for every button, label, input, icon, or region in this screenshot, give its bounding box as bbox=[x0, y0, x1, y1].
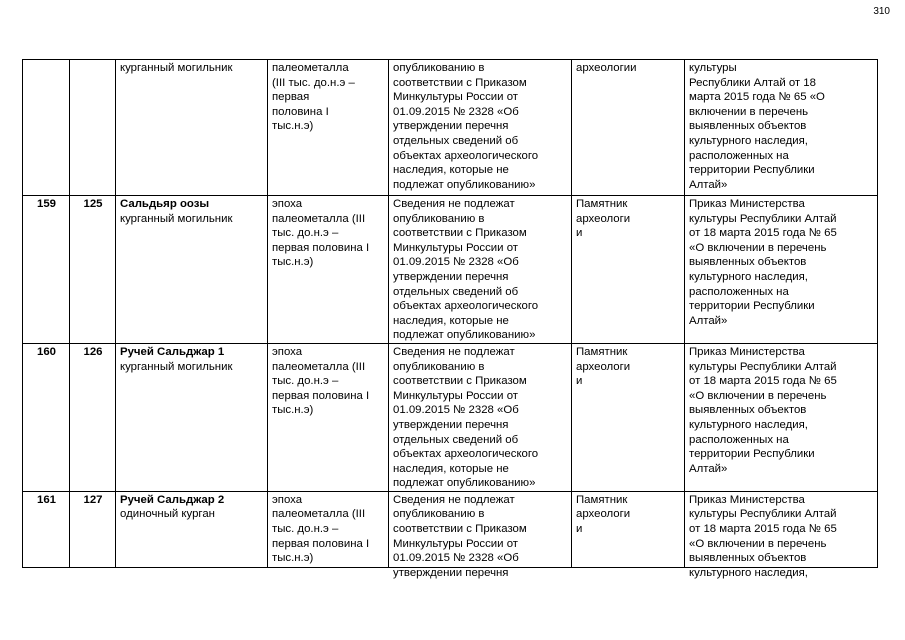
document-text: территории Республики bbox=[689, 448, 815, 461]
document-cell bbox=[685, 491, 878, 579]
location-info-text: подлежат опубликованию» bbox=[393, 477, 536, 490]
document-text: Алтай» bbox=[689, 314, 728, 327]
object-kind: курганный могильник bbox=[120, 212, 233, 225]
table-row bbox=[23, 491, 878, 567]
document-cell bbox=[685, 60, 878, 196]
location-info-text: отдельных сведений об bbox=[393, 134, 519, 147]
row-number-cell: 161 bbox=[23, 491, 70, 567]
period-text: первая половина I bbox=[272, 537, 370, 550]
location-info-text: опубликованию в bbox=[393, 212, 485, 225]
object-name-cell bbox=[116, 196, 268, 344]
document-text: культуры Республики Алтай bbox=[689, 508, 837, 521]
location-info-text: Минкультуры России от bbox=[393, 389, 519, 402]
object-kind: курганный могильник bbox=[120, 62, 233, 74]
location-info-text: отдельных сведений об bbox=[393, 285, 519, 298]
location-info-text: отдельных сведений об bbox=[393, 433, 519, 446]
period-cell bbox=[268, 343, 389, 491]
document-text: выявленных объектов bbox=[689, 404, 807, 417]
document-text: Республики Алтай от 18 bbox=[689, 76, 816, 89]
period-cell bbox=[268, 196, 389, 344]
page-number: 310 bbox=[873, 6, 890, 17]
object-kind: курганный могильник bbox=[120, 360, 233, 373]
location-info-text: объектах археологического bbox=[393, 149, 539, 162]
object-kind: одиночный курган bbox=[120, 508, 215, 521]
document-text: Приказ Министерства bbox=[689, 198, 805, 210]
category-cell bbox=[572, 60, 685, 196]
table-row bbox=[23, 60, 878, 196]
location-info-text: 01.09.2015 № 2328 «Об bbox=[393, 256, 519, 269]
category-cell bbox=[572, 491, 685, 567]
location-info-cell bbox=[389, 196, 572, 344]
document-text: Приказ Министерства bbox=[689, 493, 805, 506]
table-row bbox=[23, 343, 878, 491]
object-name: Ручей Сальджар 2 bbox=[120, 493, 225, 506]
document-cell bbox=[685, 343, 878, 491]
period-text: первая bbox=[272, 91, 310, 104]
object-name: Ручей Сальджар 1 bbox=[120, 345, 225, 358]
location-info-text: соответствии с Приказом bbox=[393, 375, 527, 388]
table-row bbox=[23, 196, 878, 344]
category-text: Памятник bbox=[576, 345, 628, 358]
category-text: и bbox=[576, 227, 583, 240]
object-name-cell bbox=[116, 60, 268, 196]
category-cell bbox=[572, 196, 685, 344]
location-info-text: наследия, которые не bbox=[393, 314, 509, 327]
period-text: эпоха bbox=[272, 198, 303, 210]
location-info-text: подлежат опубликованию» bbox=[393, 329, 536, 342]
location-info-text: Сведения не подлежат bbox=[393, 345, 515, 358]
location-info-cell bbox=[389, 491, 572, 579]
period-text: тыс.н.э) bbox=[272, 552, 314, 565]
document-text: «О включении в перечень bbox=[689, 241, 827, 254]
period-text: эпоха bbox=[272, 345, 303, 358]
location-info-text: Минкультуры России от bbox=[393, 91, 519, 104]
category-text: археологии bbox=[576, 62, 637, 74]
period-text: (III тыс. до.н.э – bbox=[272, 76, 355, 89]
row-subnumber-cell: 127 bbox=[70, 491, 116, 567]
row-number-cell: 160 bbox=[23, 343, 70, 491]
location-info-text: утверждении перечня bbox=[393, 566, 509, 579]
category-text: Памятник bbox=[576, 198, 628, 210]
location-info-text: наследия, которые не bbox=[393, 462, 509, 475]
row-number-cell: 159 bbox=[23, 196, 70, 344]
document-text: культуры Республики Алтай bbox=[689, 360, 837, 373]
category-text: археологи bbox=[576, 360, 631, 373]
document-text: марта 2015 года № 65 «О bbox=[689, 91, 825, 104]
document-text: культурного наследия, bbox=[689, 566, 808, 579]
location-info-text: соответствии с Приказом bbox=[393, 523, 527, 536]
object-name-cell bbox=[116, 491, 268, 567]
location-info-text: объектах археологического bbox=[393, 300, 539, 313]
object-name: Сальдьяр оозы bbox=[120, 198, 210, 210]
category-text: археологи bbox=[576, 212, 631, 225]
object-name-cell bbox=[116, 343, 268, 491]
document-text: культуры bbox=[689, 62, 737, 74]
period-text: первая половина I bbox=[272, 389, 370, 402]
heritage-registry-table bbox=[22, 59, 878, 579]
document-cell bbox=[685, 196, 878, 344]
document-text: культуры Республики Алтай bbox=[689, 212, 837, 225]
category-text: и bbox=[576, 375, 583, 388]
location-info-text: наследия, которые не bbox=[393, 164, 509, 177]
document-text: культурного наследия, bbox=[689, 418, 808, 431]
period-text: палеометалла (III bbox=[272, 212, 366, 225]
location-info-text: Сведения не подлежат bbox=[393, 198, 515, 210]
location-info-text: соответствии с Приказом bbox=[393, 227, 527, 240]
document-text: Алтай» bbox=[689, 178, 728, 191]
period-text: тыс.н.э) bbox=[272, 404, 314, 417]
location-info-text: 01.09.2015 № 2328 «Об bbox=[393, 552, 519, 565]
period-cell bbox=[268, 60, 389, 196]
document-text: включении в перечень bbox=[689, 105, 809, 118]
location-info-text: опубликованию в bbox=[393, 360, 485, 373]
document-text: от 18 марта 2015 года № 65 bbox=[689, 523, 837, 536]
document-text: расположенных на bbox=[689, 433, 789, 446]
category-cell bbox=[572, 343, 685, 491]
location-info-cell bbox=[389, 60, 572, 196]
location-info-text: Минкультуры России от bbox=[393, 537, 519, 550]
location-info-text: 01.09.2015 № 2328 «Об bbox=[393, 105, 519, 118]
document-text: расположенных на bbox=[689, 149, 789, 162]
document-text: выявленных объектов bbox=[689, 120, 807, 133]
period-text: эпоха bbox=[272, 493, 303, 506]
location-info-text: утверждении перечня bbox=[393, 120, 509, 133]
category-text: археологи bbox=[576, 508, 631, 521]
category-text: Памятник bbox=[576, 493, 628, 506]
period-text: тыс.н.э) bbox=[272, 256, 314, 269]
location-info-text: утверждении перечня bbox=[393, 418, 509, 431]
location-info-text: соответствии с Приказом bbox=[393, 76, 527, 89]
period-text: первая половина I bbox=[272, 241, 370, 254]
location-info-text: Сведения не подлежат bbox=[393, 493, 515, 506]
period-cell bbox=[268, 491, 389, 567]
location-info-text: Минкультуры России от bbox=[393, 241, 519, 254]
document-text: культурного наследия, bbox=[689, 270, 808, 283]
document-text: выявленных объектов bbox=[689, 552, 807, 565]
period-text: тыс. до.н.э – bbox=[272, 523, 339, 536]
category-text: и bbox=[576, 523, 583, 536]
period-text: половина I bbox=[272, 105, 329, 118]
document-text: Приказ Министерства bbox=[689, 345, 805, 358]
period-text: палеометалла (III bbox=[272, 508, 366, 521]
location-info-text: 01.09.2015 № 2328 «Об bbox=[393, 404, 519, 417]
document-text: от 18 марта 2015 года № 65 bbox=[689, 227, 837, 240]
document-text: выявленных объектов bbox=[689, 256, 807, 269]
document-text: культурного наследия, bbox=[689, 134, 808, 147]
location-info-text: опубликованию в bbox=[393, 62, 485, 74]
location-info-text: подлежат опубликованию» bbox=[393, 178, 536, 191]
row-number-cell bbox=[23, 60, 70, 196]
period-text: палеометалла (III bbox=[272, 360, 366, 373]
document-text: «О включении в перечень bbox=[689, 389, 827, 402]
document-text: территории Республики bbox=[689, 164, 815, 177]
row-subnumber-cell: 125 bbox=[70, 196, 116, 344]
row-subnumber-cell bbox=[70, 60, 116, 196]
row-subnumber-cell: 126 bbox=[70, 343, 116, 491]
period-text: тыс.н.э) bbox=[272, 120, 314, 133]
period-text: тыс. до.н.э – bbox=[272, 227, 339, 240]
location-info-text: утверждении перечня bbox=[393, 270, 509, 283]
document-text: от 18 марта 2015 года № 65 bbox=[689, 375, 837, 388]
period-text: палеометалла bbox=[272, 62, 349, 74]
document-text: «О включении в перечень bbox=[689, 537, 827, 550]
location-info-text: объектах археологического bbox=[393, 448, 539, 461]
location-info-text: опубликованию в bbox=[393, 508, 485, 521]
document-text: расположенных на bbox=[689, 285, 789, 298]
location-info-cell bbox=[389, 343, 572, 491]
period-text: тыс. до.н.э – bbox=[272, 375, 339, 388]
document-text: территории Республики bbox=[689, 300, 815, 313]
document-text: Алтай» bbox=[689, 462, 728, 475]
